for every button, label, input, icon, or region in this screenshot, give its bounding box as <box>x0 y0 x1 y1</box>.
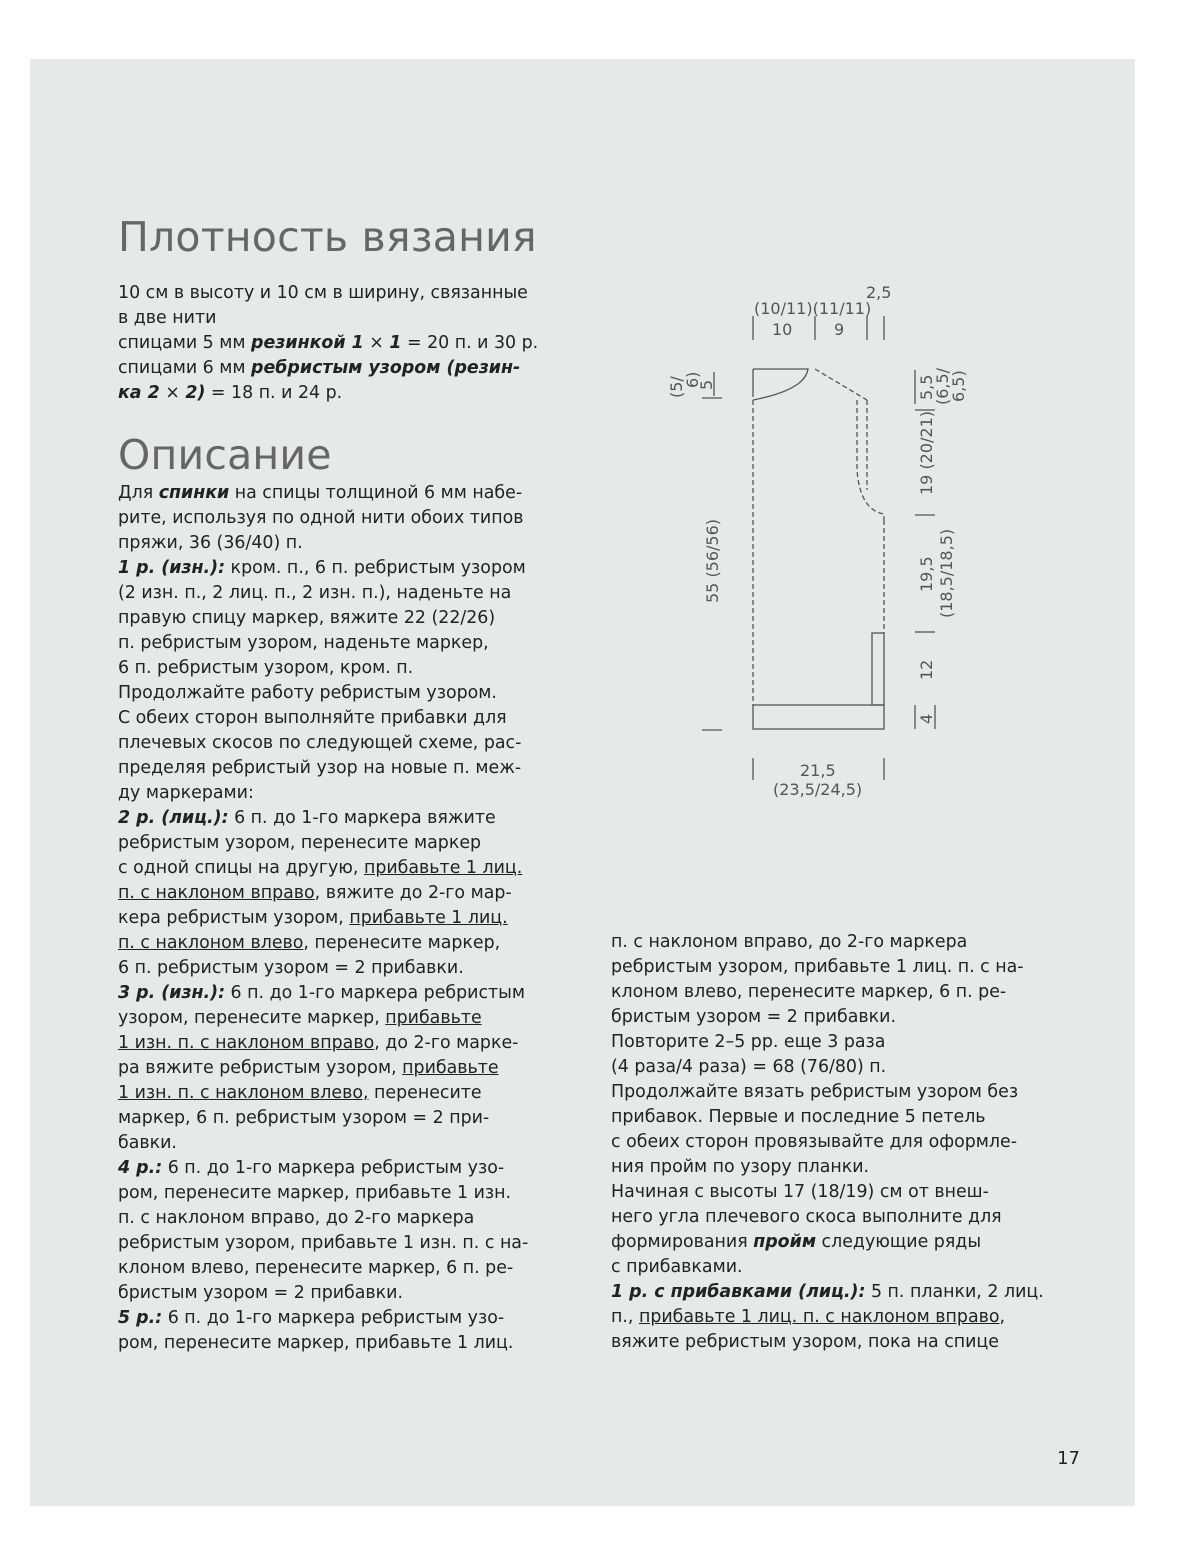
gauge-heading: Плотность вязания <box>118 213 537 261</box>
text-run: 6 п. до 1-го маркера ребристым <box>225 983 526 1003</box>
label-bottom-width: 21,5 <box>800 761 836 780</box>
text-run: п., <box>611 1307 639 1327</box>
side-slit-band <box>872 633 884 705</box>
text-run: Продолжайте работу ребристым узором. <box>118 683 497 703</box>
label-side-length: 19,5 <box>917 556 936 592</box>
text-run: формирования <box>611 1232 754 1252</box>
emphasis-run: 5 р.: <box>118 1308 163 1328</box>
description-heading: Описание <box>118 431 332 479</box>
emphasis-run: 2) <box>185 383 206 403</box>
label-shoulder-drop-alt-a: (6,5/ <box>933 367 952 405</box>
label-neck-depth: 5 <box>697 379 716 390</box>
text-run: в две нити <box>118 308 217 328</box>
text-run: бристым узором = 2 прибавки. <box>118 1283 404 1303</box>
label-shoulder-drop-alt-b: 6,5) <box>949 370 968 402</box>
armhole-curve <box>857 400 884 520</box>
text-run: × <box>159 383 186 403</box>
page-number: 17 <box>1057 1448 1080 1469</box>
back-outline <box>702 316 935 780</box>
label-neck-width: 10 <box>772 320 793 339</box>
text-run: 5 п. планки, 2 лиц. <box>865 1282 1044 1302</box>
text-run: 6 п. до 1-го маркера вяжите <box>228 808 496 828</box>
text-run: Для <box>118 483 159 503</box>
text-run: ду маркерами: <box>118 783 254 803</box>
text-run: клоном влево, перенесите маркер, 6 п. ре- <box>611 982 1007 1002</box>
text-run: кера ребристым узором, <box>118 908 350 928</box>
text-run: с прибавками. <box>611 1257 743 1277</box>
text-run: п. ребристым узором, наденьте маркер, <box>118 633 489 653</box>
text-run: , <box>999 1307 1006 1327</box>
emphasis-run: 1 р. с прибавками (лиц.): <box>611 1282 866 1302</box>
emphasis-run: 4 р.: <box>118 1158 163 1178</box>
underlined-run: прибавьте 1 лиц. <box>363 858 523 878</box>
label-shoulder-width: 9 <box>834 320 845 339</box>
label-total-length: 55 (56/56) <box>703 518 722 603</box>
text-run: правую спицу маркер, вяжите 22 (22/26) <box>118 608 496 628</box>
label-bottom-width-alt: (23,5/24,5) <box>773 780 863 799</box>
label-armhole-depth: 19 (20/21) <box>917 410 936 495</box>
text-run: 6 п. ребристым узором, кром. п. <box>118 658 414 678</box>
text-run: с обеих сторон провязывайте для оформле- <box>611 1132 1018 1152</box>
label-side-length-alt: (18,5/18,5) <box>937 528 956 618</box>
text-run: ребристым узором, прибавьте 1 лиц. п. с на- <box>611 957 1024 977</box>
text-run: узором, перенесите маркер, <box>118 1008 386 1028</box>
label-shoulder-2-5: 2,5 <box>866 283 892 302</box>
emphasis-run: 1 р. (изн.): <box>118 558 226 578</box>
emphasis-run: резинкой 1 <box>251 333 364 353</box>
text-run: ребристым узором, перенесите маркер <box>118 833 482 853</box>
emphasis-run: спинки <box>158 483 230 503</box>
text-run: спицами 6 мм <box>118 358 252 378</box>
text-run: = 20 п. и 30 р. <box>401 333 539 353</box>
text-run: пряжи, 36 (36/40) п. <box>118 533 303 553</box>
text-run: спицами 5 мм <box>118 333 252 353</box>
emphasis-run: 3 р. (изн.): <box>118 983 226 1003</box>
text-run: Продолжайте вязать ребристым узором без <box>611 1082 1019 1102</box>
text-run: ребристым узором, прибавьте 1 изн. п. с на- <box>118 1233 529 1253</box>
neck-curve <box>753 369 808 400</box>
text-run: маркер, 6 п. ребристым узором = 2 при- <box>118 1108 490 1128</box>
underlined-run: прибавьте <box>402 1058 499 1078</box>
text-run: с одной спицы на другую, <box>118 858 364 878</box>
label-top-alt: (10/11)(11/11) <box>754 299 872 318</box>
text-run: клоном влево, перенесите маркер, 6 п. ре- <box>118 1258 514 1278</box>
text-run: , перенесите маркер, <box>303 933 501 953</box>
text-run: = 18 п. и 24 р. <box>205 383 343 403</box>
emphasis-run: пройм <box>753 1232 817 1252</box>
text-run: ром, перенесите маркер, прибавьте 1 лиц. <box>118 1333 514 1353</box>
emphasis-run: ребристым узором (резин- <box>251 358 521 378</box>
text-run: (4 раза/4 раза) = 68 (76/80) п. <box>611 1057 887 1077</box>
text-run: п. с наклоном вправо, до 2-го маркера <box>118 1208 475 1228</box>
label-shoulder-drop: 5,5 <box>917 374 936 400</box>
emphasis-run: 2 р. (лиц.): <box>118 808 229 828</box>
text-run: ния пройм по узору планки. <box>611 1157 870 1177</box>
text-run: × <box>363 333 390 353</box>
text-run: ром, перенесите маркер, прибавьте 1 изн. <box>118 1183 512 1203</box>
underlined-run: п. с наклоном вправо <box>118 883 315 903</box>
text-run: на спицы толщиной 6 мм набе- <box>229 483 523 503</box>
emphasis-run: 1 <box>389 333 402 353</box>
text-run: бристым узором = 2 прибавки. <box>611 1007 897 1027</box>
hem-band <box>753 705 884 729</box>
underlined-run: прибавьте <box>385 1008 482 1028</box>
text-run: следующие ряды <box>816 1232 982 1252</box>
underlined-run: прибавьте 1 лиц. п. с наклоном вправо <box>638 1307 1000 1327</box>
text-run: рите, используя по одной нити обоих типов <box>118 508 524 528</box>
label-slit-height: 12 <box>917 659 936 680</box>
text-run: С обеих сторон выполняйте прибавки для <box>118 708 507 728</box>
text-run: бавки. <box>118 1133 177 1153</box>
text-run: вяжите ребристым узором, пока на спице <box>611 1332 999 1352</box>
text-run: прибавок. Первые и последние 5 петель <box>611 1107 986 1127</box>
text-run: него угла плечевого скоса выполните для <box>611 1207 1002 1227</box>
shoulder-slope <box>815 369 867 400</box>
text-run: ра вяжите ребристым узором, <box>118 1058 403 1078</box>
label-neck-alt-b: 6) <box>683 371 702 388</box>
text-run: перенесите <box>368 1083 482 1103</box>
text-run: плечевых скосов по следующей схеме, рас- <box>118 733 522 753</box>
text-run: 6 п. ребристым узором = 2 прибавки. <box>118 958 464 978</box>
underlined-run: 1 изн. п. с наклоном влево, <box>118 1083 369 1103</box>
text-run: пределяя ребристый узор на новые п. меж- <box>118 758 522 778</box>
text-run: (2 изн. п., 2 лиц. п., 2 изн. п.), наденьте на <box>118 583 512 603</box>
text-run: 6 п. до 1-го маркера ребристым узо- <box>162 1158 505 1178</box>
underlined-run: 1 изн. п. с наклоном вправо <box>118 1033 375 1053</box>
text-run: п. с наклоном вправо, до 2-го маркера <box>611 932 968 952</box>
underlined-run: прибавьте 1 лиц. <box>349 908 508 928</box>
text-run: Повторите 2–5 рр. еще 3 раза <box>611 1032 886 1052</box>
text-run: Начиная с высоты 17 (18/19) см от внеш- <box>611 1182 989 1202</box>
text-run: кром. п., 6 п. ребристым узором <box>225 558 526 578</box>
label-hem-height: 4 <box>917 713 936 724</box>
underlined-run: п. с наклоном влево <box>118 933 304 953</box>
text-run: 10 см в высоту и 10 см в ширину, связанные <box>118 283 528 303</box>
label-neck-alt-a: (5/ <box>667 376 686 398</box>
emphasis-run: ка 2 <box>118 383 160 403</box>
text-run: 6 п. до 1-го маркера ребристым узо- <box>162 1308 505 1328</box>
text-run: , вяжите до 2-го мар- <box>314 883 512 903</box>
text-run: , до 2-го марке- <box>374 1033 519 1053</box>
